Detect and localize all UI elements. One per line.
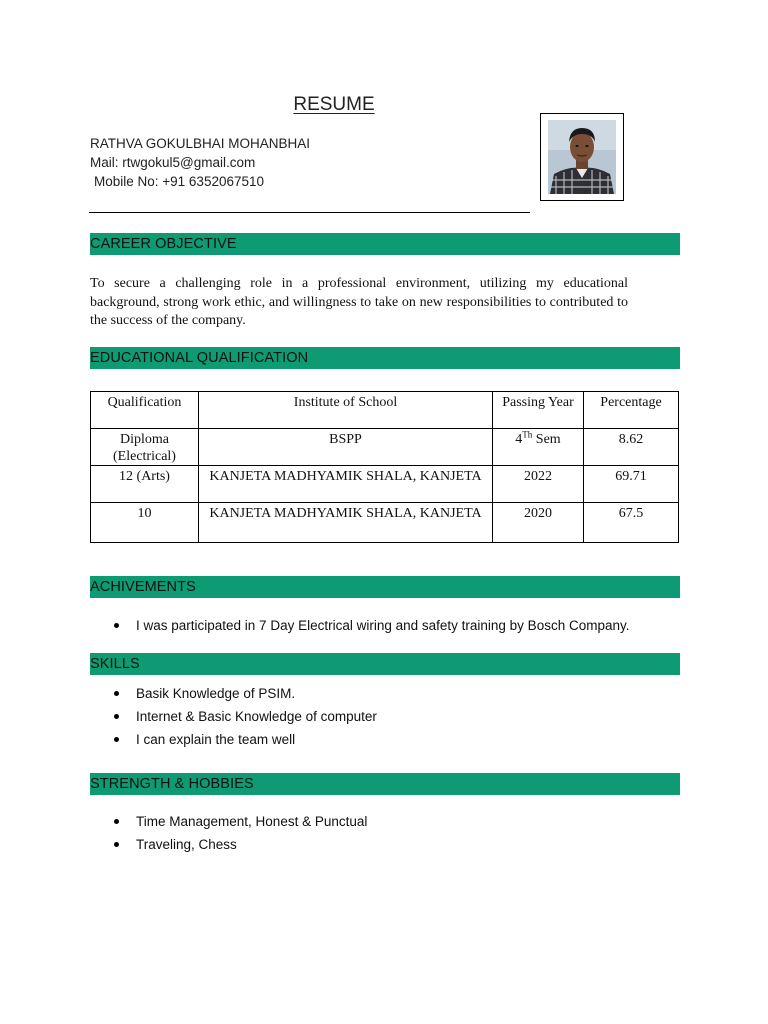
list-item: Internet & Basic Knowledge of computer — [110, 708, 377, 731]
cell-percentage: 69.71 — [584, 466, 679, 503]
cell-passing-year: 2022 — [493, 466, 584, 503]
header-passing-year: Passing Year — [493, 392, 584, 429]
table-header-row — [91, 392, 679, 429]
section-education: EDUCATIONAL QUALIFICATION — [90, 347, 680, 369]
cell-qualification: 10 — [91, 503, 199, 543]
header-percentage: Percentage — [584, 392, 679, 429]
skills-list — [110, 685, 377, 754]
candidate-name: RATHVA GOKULBHAI MOHANBHAI — [90, 136, 311, 151]
cell-passing-year: 4Th Sem — [493, 429, 584, 466]
list-item: I can explain the team well — [110, 731, 377, 754]
section-strengths: STRENGTH & HOBBIES — [90, 773, 680, 795]
section-skills: SKILLS — [90, 653, 680, 675]
strengths-list — [110, 813, 367, 859]
cell-institute: KANJETA MADHYAMIK SHALA, KANJETA — [199, 466, 493, 503]
resume-title: RESUME — [293, 94, 375, 115]
list-item: I was participated in 7 Day Electrical wiring and safety training by Bosch Company. — [110, 617, 629, 640]
achievements-list — [110, 617, 629, 640]
table-row — [91, 466, 679, 503]
cell-institute: BSPP — [199, 429, 493, 466]
list-item: Time Management, Honest & Punctual — [110, 813, 367, 836]
section-career-objective: CAREER OBJECTIVE — [90, 233, 680, 255]
cell-percentage: 67.5 — [584, 503, 679, 543]
objective-text: To secure a challenging role in a professional environment, utilizing my educational background, strong work ethic, and willingness to take on new responsibilities to contributed to the success of the company. — [90, 276, 628, 328]
cell-institute: KANJETA MADHYAMIK SHALA, KANJETA — [199, 503, 493, 543]
header-divider — [89, 212, 530, 213]
cell-percentage: 8.62 — [584, 429, 679, 466]
profile-photo — [548, 120, 616, 194]
list-item: Basik Knowledge of PSIM. — [110, 685, 377, 708]
profile-photo-frame — [540, 113, 624, 201]
mobile-line: Mobile No: +91 6352067510 — [94, 174, 265, 189]
table-row — [91, 503, 679, 543]
header-qualification: Qualification — [91, 392, 199, 429]
header-institute: Institute of School — [199, 392, 493, 429]
education-table — [90, 391, 679, 543]
table-row — [91, 429, 679, 466]
cell-qualification: 12 (Arts) — [91, 466, 199, 503]
section-achievements: ACHIVEMENTS — [90, 576, 680, 598]
email-line: Mail: rtwgokul5@gmail.com — [90, 155, 256, 170]
list-item: Traveling, Chess — [110, 836, 367, 859]
cell-passing-year: 2020 — [493, 503, 584, 543]
cell-qualification: Diploma (Electrical) — [91, 429, 199, 466]
